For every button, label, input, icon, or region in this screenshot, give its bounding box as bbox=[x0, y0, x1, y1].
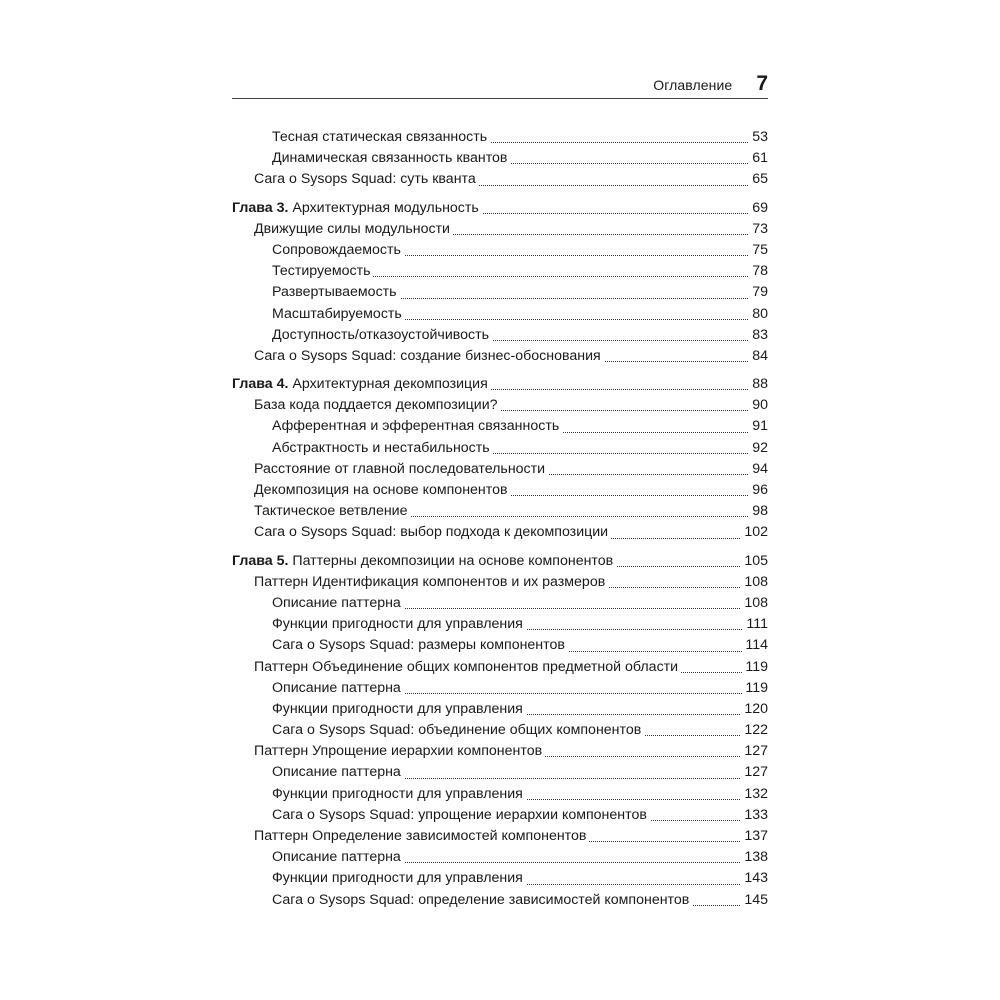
toc-page-number: 108 bbox=[741, 593, 768, 614]
toc-page-number: 127 bbox=[741, 762, 768, 783]
toc-entry-text: Абстрактность и нестабильность bbox=[272, 439, 490, 456]
toc-entry-text: Масштабируемость bbox=[272, 305, 402, 322]
toc-page-number: 65 bbox=[749, 169, 768, 190]
toc-page-number: 53 bbox=[749, 127, 768, 148]
toc-entry[interactable] bbox=[232, 784, 768, 805]
toc-page-number: 119 bbox=[742, 657, 768, 678]
toc-entry-title bbox=[254, 826, 589, 847]
toc-entry-title bbox=[254, 346, 604, 367]
toc-entry[interactable] bbox=[232, 593, 768, 614]
toc-entry-title bbox=[272, 127, 490, 148]
toc-entry-title bbox=[272, 261, 373, 282]
toc-entry-text: Описание паттерна bbox=[272, 679, 401, 696]
toc-entry-text: Паттерн Упрощение иерархии компонентов bbox=[254, 743, 543, 760]
running-header bbox=[232, 72, 768, 98]
toc-page-number: 98 bbox=[749, 501, 768, 522]
toc-entry-text: Сага о Sysops Squad: создание бизнес-обоснования bbox=[254, 347, 601, 364]
toc-page-number: 69 bbox=[749, 198, 768, 219]
toc-entry-text: Сага о Sysops Squad: выбор подхода к декомпозиции bbox=[254, 524, 609, 541]
toc-entry-text: Тестируемость bbox=[272, 263, 371, 280]
toc-entry-text: Описание паттерна bbox=[272, 764, 401, 781]
toc-entry[interactable] bbox=[232, 459, 768, 480]
toc-entry-text: Функции пригодности для управления bbox=[272, 785, 523, 802]
toc-entry-text: Тесная статическая связанность bbox=[272, 129, 488, 145]
toc-entry-text: Движущие силы модульности bbox=[254, 220, 450, 237]
toc-entry-text: Сага о Sysops Squad: суть кванта bbox=[254, 171, 476, 188]
toc-page-number: 111 bbox=[743, 614, 768, 635]
toc-entry-text: Декомпозиция на основе компонентов bbox=[254, 482, 508, 498]
toc-entry[interactable] bbox=[232, 438, 768, 459]
toc-entry[interactable] bbox=[232, 261, 768, 282]
toc-entry[interactable] bbox=[232, 169, 768, 190]
toc-entry[interactable] bbox=[232, 657, 768, 678]
chapter-label: Глава 3. bbox=[232, 199, 289, 216]
toc-entry-text: Паттерн Определение зависимостей компонентов bbox=[254, 828, 587, 844]
toc-entry-text: Сага о Sysops Squad: размеры компонентов bbox=[272, 637, 565, 654]
toc-page-number: 132 bbox=[741, 784, 768, 805]
toc-page-number: 73 bbox=[749, 219, 768, 240]
toc-entry-title bbox=[272, 148, 510, 169]
toc-entry-title bbox=[272, 847, 404, 868]
table-of-contents bbox=[232, 127, 768, 911]
toc-page-number: 96 bbox=[749, 480, 768, 501]
toc-page-number: 84 bbox=[749, 346, 768, 367]
toc-entry[interactable] bbox=[232, 868, 768, 889]
toc-page-number: 138 bbox=[741, 847, 768, 868]
toc-entry[interactable] bbox=[232, 805, 768, 826]
toc-page-number: 83 bbox=[749, 325, 768, 346]
toc-chapter-entry[interactable] bbox=[232, 198, 768, 219]
toc-entry[interactable] bbox=[232, 304, 768, 325]
toc-entry-title bbox=[272, 304, 405, 325]
toc-page-number: 75 bbox=[749, 240, 768, 261]
toc-entry[interactable] bbox=[232, 762, 768, 783]
toc-entry-text: Развертываемость bbox=[272, 284, 397, 301]
toc-entry[interactable] bbox=[232, 614, 768, 635]
toc-entry-text: Архитектурная декомпозиция bbox=[288, 376, 488, 393]
toc-page-number: 133 bbox=[741, 805, 768, 826]
toc-entry-title bbox=[272, 805, 650, 826]
toc-entry-text: Тактическое ветвление bbox=[254, 503, 408, 520]
toc-entry-text: Сага о Sysops Squad: объединение общих компонентов bbox=[272, 722, 642, 739]
toc-entry[interactable] bbox=[232, 522, 768, 543]
toc-entry-title bbox=[272, 762, 404, 783]
toc-entry-text: Архитектурная модульность bbox=[288, 199, 479, 216]
toc-page-number: 80 bbox=[749, 304, 768, 325]
toc-page-number: 127 bbox=[741, 741, 768, 762]
toc-entry-text: Паттерн Идентификация компонентов и их размеров bbox=[254, 573, 606, 590]
toc-entry[interactable] bbox=[232, 699, 768, 720]
toc-page-number: 79 bbox=[749, 282, 768, 303]
toc-entry-title bbox=[254, 459, 548, 480]
toc-entry[interactable] bbox=[232, 480, 768, 501]
toc-page-number: 137 bbox=[741, 826, 768, 847]
toc-entry[interactable] bbox=[232, 501, 768, 522]
toc-entry-title bbox=[272, 699, 526, 720]
toc-entry-title bbox=[254, 741, 545, 762]
toc-entry[interactable] bbox=[232, 741, 768, 762]
toc-entry-title bbox=[232, 198, 482, 219]
toc-entry-title bbox=[254, 522, 611, 543]
toc-entry-text: Сага о Sysops Squad: упрощение иерархии компонентов bbox=[272, 806, 647, 823]
toc-entry-title bbox=[272, 438, 493, 459]
toc-entry-text: Паттерны декомпозиции на основе компонентов bbox=[288, 552, 614, 569]
toc-entry-title bbox=[272, 416, 562, 437]
toc-entry[interactable] bbox=[232, 572, 768, 593]
toc-entry-text: Доступность/отказоустойчивость bbox=[272, 326, 489, 343]
page-number: 7 bbox=[756, 72, 768, 95]
toc-page-number: 90 bbox=[749, 395, 768, 416]
toc-entry-text: Динамическая связанность квантов bbox=[272, 150, 508, 167]
toc-entry-title bbox=[254, 501, 411, 522]
toc-entry-title bbox=[254, 395, 501, 416]
toc-entry[interactable] bbox=[232, 890, 768, 911]
toc-page-number: 108 bbox=[741, 572, 768, 593]
toc-page-number: 120 bbox=[741, 699, 768, 720]
toc-entry-title bbox=[254, 572, 608, 593]
chapter-label: Глава 5. bbox=[232, 552, 289, 569]
toc-chapter-entry[interactable] bbox=[232, 374, 768, 395]
toc-entry-title bbox=[232, 374, 491, 395]
toc-page-number: 88 bbox=[749, 374, 768, 395]
toc-entry-text: Расстояние от главной последовательности bbox=[254, 460, 546, 477]
toc-entry[interactable] bbox=[232, 635, 768, 656]
toc-entry-title bbox=[254, 657, 681, 678]
toc-entry-title bbox=[272, 282, 400, 303]
toc-entry-title bbox=[272, 868, 526, 889]
toc-page-number: 92 bbox=[749, 438, 768, 459]
toc-page-number: 114 bbox=[742, 635, 768, 656]
toc-entry[interactable] bbox=[232, 720, 768, 741]
toc-entry-title bbox=[272, 720, 644, 741]
toc-entry-text: Афферентная и эфферентная связанность bbox=[272, 418, 560, 435]
toc-entry-text: Функции пригодности для управления bbox=[272, 870, 523, 887]
toc-entry-title bbox=[254, 219, 453, 240]
section-name: Оглавление bbox=[653, 77, 733, 93]
toc-entry[interactable] bbox=[232, 282, 768, 303]
toc-entry[interactable] bbox=[232, 416, 768, 437]
toc-page-number: 91 bbox=[749, 416, 768, 437]
toc-entry[interactable] bbox=[232, 847, 768, 868]
toc-entry[interactable] bbox=[232, 148, 768, 169]
toc-page-number: 145 bbox=[741, 890, 768, 911]
header-rule bbox=[232, 98, 768, 99]
chapter-label: Глава 4. bbox=[232, 376, 289, 393]
toc-entry[interactable] bbox=[232, 240, 768, 261]
toc-entry-text: Сопровождаемость bbox=[272, 241, 401, 258]
toc-page-number: 122 bbox=[741, 720, 768, 741]
toc-entry[interactable] bbox=[232, 826, 768, 847]
toc-entry-text: Описание паттерна bbox=[272, 849, 401, 866]
toc-page-number: 119 bbox=[742, 678, 768, 699]
toc-page-number: 78 bbox=[749, 261, 768, 282]
toc-entry[interactable] bbox=[232, 219, 768, 240]
toc-entry-text: База кода поддается декомпозиции? bbox=[254, 397, 498, 414]
toc-entry-title bbox=[272, 614, 526, 635]
toc-entry[interactable] bbox=[232, 127, 768, 148]
toc-chapter-entry[interactable] bbox=[232, 551, 768, 572]
toc-entry-title bbox=[232, 551, 616, 572]
toc-entry-text: Сага о Sysops Squad: определение зависимостей компонентов bbox=[272, 891, 690, 908]
toc-entry[interactable] bbox=[232, 325, 768, 346]
toc-entry-title bbox=[272, 784, 526, 805]
toc-entry-title bbox=[272, 593, 404, 614]
toc-entry[interactable] bbox=[232, 678, 768, 699]
toc-entry-text: Функции пригодности для управления bbox=[272, 616, 523, 633]
toc-entry-title bbox=[272, 678, 404, 699]
toc-entry-text: Описание паттерна bbox=[272, 594, 401, 611]
toc-entry-text: Паттерн Объединение общих компонентов предметной области bbox=[254, 658, 679, 675]
toc-entry[interactable] bbox=[232, 346, 768, 367]
toc-page-number: 102 bbox=[741, 522, 768, 543]
toc-entry-title bbox=[272, 635, 568, 656]
toc-entry-text: Функции пригодности для управления bbox=[272, 700, 523, 717]
toc-page-number: 143 bbox=[741, 868, 768, 889]
toc-entry-title bbox=[272, 240, 404, 261]
toc-entry[interactable] bbox=[232, 395, 768, 416]
toc-entry-title bbox=[272, 325, 492, 346]
toc-page-number: 94 bbox=[749, 459, 768, 480]
toc-page-number: 105 bbox=[741, 551, 768, 572]
toc-page-number: 61 bbox=[749, 148, 768, 169]
toc-entry-title bbox=[254, 169, 479, 190]
toc-entry-title bbox=[272, 890, 692, 911]
toc-entry-title bbox=[254, 480, 511, 501]
